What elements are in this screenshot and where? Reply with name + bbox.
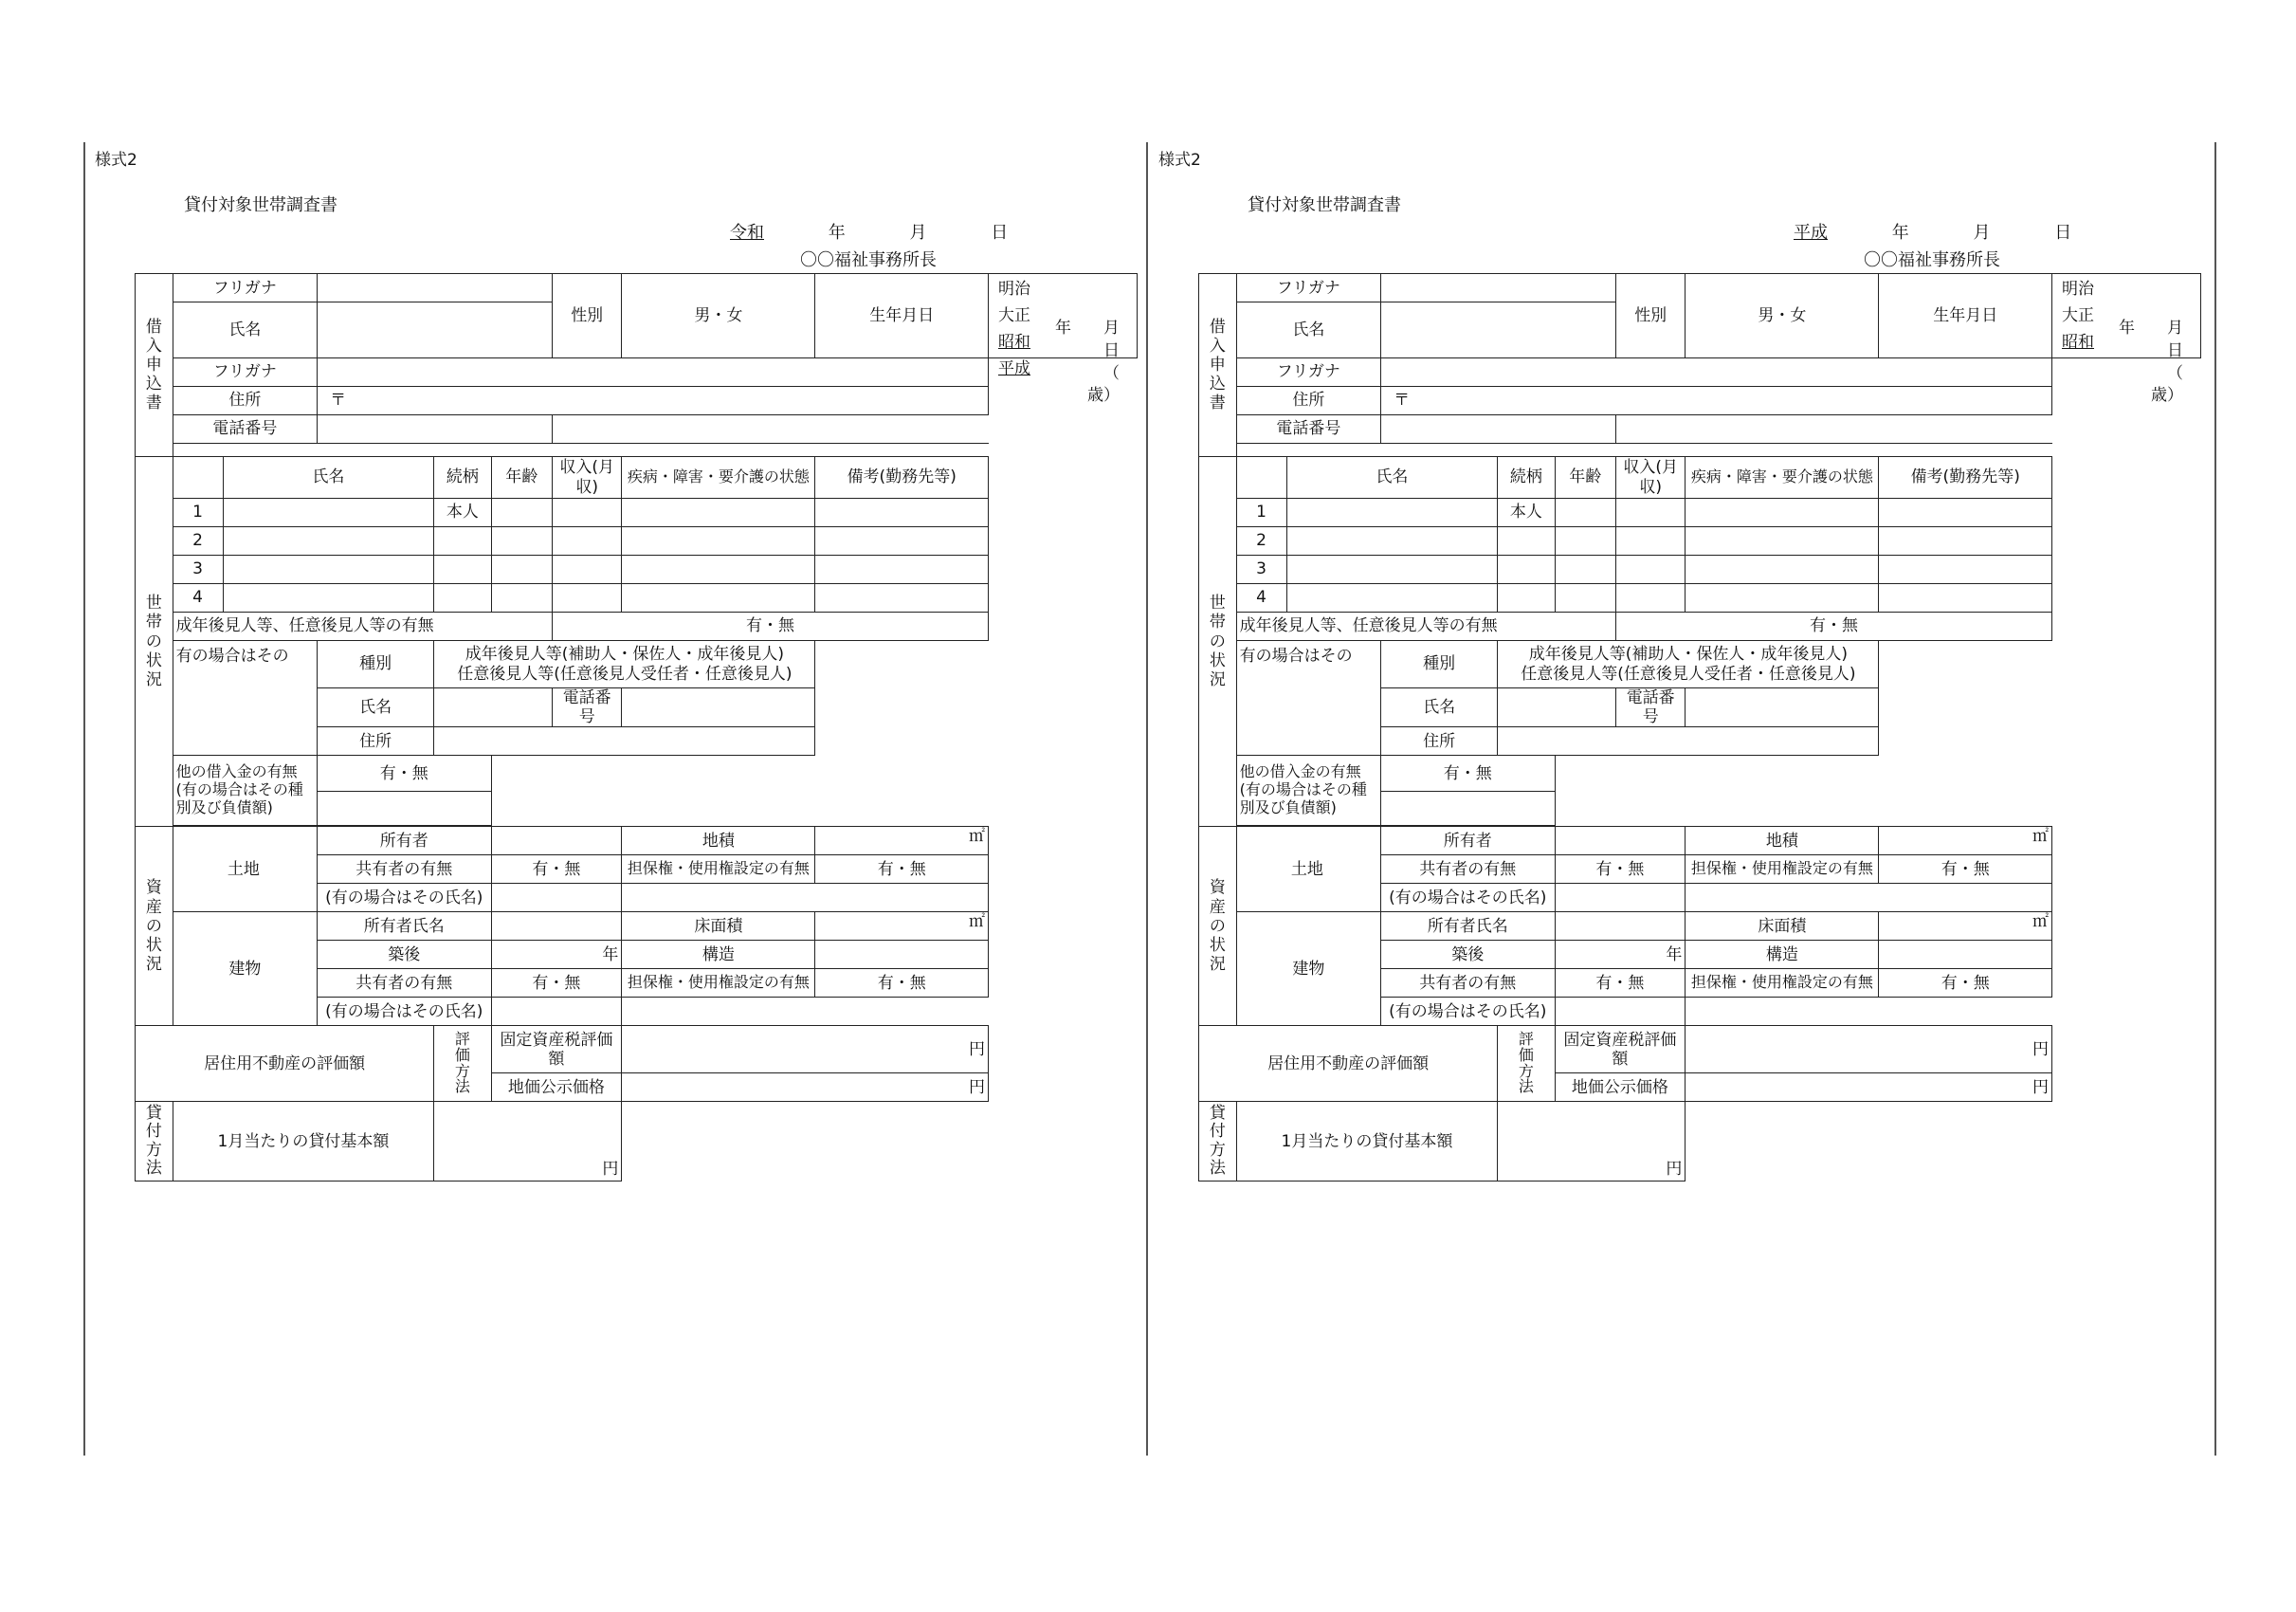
member-no: 2 bbox=[1236, 527, 1286, 556]
guardian-type-1: 成年後見人等(補助人・保佐人・成年後見人) bbox=[1528, 645, 1848, 665]
land-co-owner-answer[interactable]: 有・無 bbox=[1555, 855, 1686, 884]
land-area-label: 地積 bbox=[1686, 827, 1879, 855]
guardian-name-label: 氏名 bbox=[318, 688, 434, 727]
other-loans-answer[interactable]: 有・無 bbox=[1381, 756, 1555, 792]
member-relation[interactable]: 本人 bbox=[1498, 499, 1555, 527]
member-name[interactable] bbox=[223, 499, 434, 527]
guardian-name-label: 氏名 bbox=[1381, 688, 1498, 727]
land-co-owner-name-label: (有の場合はその氏名) bbox=[318, 884, 491, 912]
member-age[interactable] bbox=[491, 527, 553, 556]
member-relation[interactable] bbox=[1498, 584, 1555, 613]
member-no: 3 bbox=[1236, 556, 1286, 584]
birth-era-option[interactable]: 明治 bbox=[998, 280, 1030, 299]
building-owner-field[interactable] bbox=[491, 912, 622, 941]
page-border-right bbox=[2214, 142, 2216, 1456]
valuation-fixed-tax-field[interactable] bbox=[622, 1026, 989, 1073]
member-condition[interactable] bbox=[1686, 499, 1879, 527]
valuation-land-price-field[interactable] bbox=[1686, 1073, 2052, 1102]
office-name: 〇〇福祉事務所長 bbox=[1864, 250, 2000, 270]
guardian-type-value[interactable] bbox=[1498, 641, 1879, 688]
guardian-name-field[interactable] bbox=[1498, 688, 1616, 727]
building-co-owner-name-label: (有の場合はその氏名) bbox=[1381, 998, 1555, 1026]
col-header-remarks: 備考(勤務先等) bbox=[1879, 457, 2052, 499]
member-name[interactable] bbox=[223, 556, 434, 584]
col-header-age: 年齢 bbox=[1555, 457, 1616, 499]
date-line bbox=[1794, 219, 2071, 244]
office-name: 〇〇福祉事務所長 bbox=[800, 250, 937, 270]
loan-label-text: 貸付方法 bbox=[145, 1103, 162, 1179]
col-header-income: 収入(月収) bbox=[553, 457, 622, 499]
member-income[interactable] bbox=[553, 527, 622, 556]
land-mortgage-answer[interactable]: 有・無 bbox=[1879, 855, 2052, 884]
col-header-relation: 続柄 bbox=[434, 457, 491, 499]
date-day: 日 bbox=[2054, 223, 2072, 243]
furigana-field[interactable] bbox=[318, 274, 553, 302]
land-co-owner-answer[interactable]: 有・無 bbox=[491, 855, 622, 884]
member-remarks[interactable] bbox=[1879, 499, 2052, 527]
valuation-label: 居住用不動産の評価額 bbox=[136, 1026, 434, 1102]
member-row bbox=[136, 499, 1138, 527]
member-relation[interactable] bbox=[434, 527, 491, 556]
birth-era-option[interactable]: 大正 bbox=[998, 306, 1030, 326]
member-row bbox=[136, 527, 1138, 556]
guardian-question: 成年後見人等、任意後見人等の有無 bbox=[1236, 613, 1615, 641]
guardian-answer[interactable]: 有・無 bbox=[553, 613, 989, 641]
member-age[interactable] bbox=[1555, 556, 1616, 584]
form-number: 様式2 bbox=[1158, 151, 1201, 170]
furigana-field[interactable] bbox=[1381, 274, 1616, 302]
guardian-if-yes: 有の場合はその bbox=[173, 641, 317, 756]
member-row bbox=[1199, 527, 2201, 556]
member-remarks[interactable] bbox=[815, 584, 989, 613]
valuation-method-label-text: 評価方法 bbox=[1518, 1030, 1534, 1096]
building-mortgage-answer[interactable]: 有・無 bbox=[1879, 969, 2052, 998]
loan-label bbox=[1199, 1102, 1237, 1182]
phone-label: 電話番号 bbox=[173, 415, 317, 444]
valuation-land-price-yen: 円 bbox=[2032, 1077, 2049, 1097]
member-remarks[interactable] bbox=[815, 527, 989, 556]
name-field[interactable] bbox=[1381, 302, 1616, 358]
building-floor-unit: ㎡ bbox=[2032, 912, 2049, 932]
birth-era-list bbox=[2052, 274, 2119, 357]
member-no: 1 bbox=[173, 499, 223, 527]
guardian-address-label: 住所 bbox=[318, 727, 434, 756]
birth-era-list bbox=[989, 274, 1055, 379]
land-label: 土地 bbox=[1236, 827, 1380, 912]
member-income[interactable] bbox=[553, 499, 622, 527]
col-header-name: 氏名 bbox=[223, 457, 434, 499]
birthdate-field[interactable] bbox=[2052, 274, 2232, 406]
postal-mark: 〒 bbox=[1394, 391, 1411, 411]
land-mortgage-label: 担保権・使用権設定の有無 bbox=[622, 855, 815, 884]
building-owner-label: 所有者氏名 bbox=[318, 912, 491, 941]
building-floor-label: 床面積 bbox=[622, 912, 815, 941]
guardian-phone-field[interactable] bbox=[622, 688, 815, 727]
member-name[interactable] bbox=[223, 527, 434, 556]
gender-label: 性別 bbox=[1616, 274, 1686, 358]
member-condition[interactable] bbox=[622, 556, 815, 584]
valuation-fixed-tax-label: 固定資産税評価額 bbox=[491, 1026, 622, 1073]
member-relation[interactable] bbox=[434, 556, 491, 584]
survey-form-table bbox=[135, 273, 1168, 1182]
birth-era-option[interactable]: 明治 bbox=[2062, 280, 2094, 299]
section-household-label-text: 世帯の状況 bbox=[1209, 594, 1226, 689]
loan-monthly-label: 1月当たりの貸付基本額 bbox=[1236, 1102, 1498, 1182]
section-applicant-label bbox=[1199, 274, 1237, 457]
building-built-year: 年 bbox=[602, 944, 619, 964]
building-structure-label: 構造 bbox=[1686, 941, 1879, 969]
postal-mark: 〒 bbox=[330, 391, 347, 411]
valuation-method-label bbox=[1498, 1026, 1555, 1102]
member-income[interactable] bbox=[553, 556, 622, 584]
building-built-field[interactable] bbox=[1555, 941, 1686, 969]
form-page-right bbox=[1158, 142, 2232, 1328]
member-row bbox=[1199, 499, 2201, 527]
building-built-year: 年 bbox=[1666, 944, 1683, 964]
land-area-label: 地積 bbox=[622, 827, 815, 855]
land-area-field[interactable] bbox=[1879, 827, 2052, 855]
land-co-owner-label: 共有者の有無 bbox=[1381, 855, 1555, 884]
building-mortgage-label: 担保権・使用権設定の有無 bbox=[622, 969, 815, 998]
loan-monthly-yen: 円 bbox=[1666, 1160, 1683, 1180]
form-number: 様式2 bbox=[95, 151, 137, 170]
gender-value[interactable]: 男・女 bbox=[1686, 274, 1879, 358]
building-built-field[interactable] bbox=[491, 941, 622, 969]
section-assets-label-text: 資産の状況 bbox=[145, 878, 162, 974]
land-area-unit: ㎡ bbox=[969, 827, 985, 847]
valuation-fixed-tax-yen: 円 bbox=[2032, 1039, 2049, 1059]
valuation-fixed-tax-field[interactable] bbox=[1686, 1026, 2052, 1073]
guardian-answer[interactable]: 有・無 bbox=[1616, 613, 2052, 641]
valuation-method-label-text: 評価方法 bbox=[454, 1030, 470, 1096]
other-loans-answer[interactable]: 有・無 bbox=[318, 756, 491, 792]
building-built-label: 築後 bbox=[318, 941, 491, 969]
other-loans-detail[interactable] bbox=[1381, 792, 1555, 826]
building-structure-field[interactable] bbox=[815, 941, 989, 969]
section-applicant-label bbox=[136, 274, 173, 457]
section-household-label bbox=[1199, 457, 1237, 827]
form-page-left bbox=[95, 142, 1168, 1328]
guardian-type-label: 種別 bbox=[318, 641, 434, 688]
col-header-remarks: 備考(勤務先等) bbox=[815, 457, 989, 499]
member-name[interactable] bbox=[223, 584, 434, 613]
guardian-address-field[interactable] bbox=[1498, 727, 1879, 756]
phone-label: 電話番号 bbox=[1236, 415, 1380, 444]
loan-monthly-field[interactable] bbox=[434, 1102, 622, 1182]
building-co-owner-name-label: (有の場合はその氏名) bbox=[318, 998, 491, 1026]
building-co-owner-answer[interactable]: 有・無 bbox=[491, 969, 622, 998]
land-owner-field[interactable] bbox=[1555, 827, 1686, 855]
section-assets-label-text: 資産の状況 bbox=[1209, 878, 1226, 974]
building-label: 建物 bbox=[1236, 912, 1380, 1026]
guardian-phone-label: 電話番号 bbox=[1616, 688, 1686, 727]
birth-era-option[interactable]: 平成 bbox=[998, 359, 1030, 379]
valuation-fixed-tax-yen: 円 bbox=[969, 1039, 985, 1059]
member-age[interactable] bbox=[491, 499, 553, 527]
building-built-label: 築後 bbox=[1381, 941, 1555, 969]
other-loans-label: 他の借入金の有無(有の場合はその種別及び負債額) bbox=[1236, 756, 1380, 826]
member-relation[interactable]: 本人 bbox=[434, 499, 491, 527]
building-mortgage-answer[interactable]: 有・無 bbox=[815, 969, 989, 998]
member-income[interactable] bbox=[553, 584, 622, 613]
birthdate-field[interactable] bbox=[989, 274, 1168, 406]
guardian-type-1: 成年後見人等(補助人・保佐人・成年後見人) bbox=[465, 645, 784, 665]
member-remarks[interactable] bbox=[815, 499, 989, 527]
member-age[interactable] bbox=[1555, 499, 1616, 527]
section-household-label bbox=[136, 457, 173, 827]
member-remarks[interactable] bbox=[1879, 556, 2052, 584]
land-mortgage-answer[interactable]: 有・無 bbox=[815, 855, 989, 884]
guardian-type-2: 任意後見人等(任意後見人受任者・任意後見人) bbox=[1521, 664, 1856, 684]
member-no: 1 bbox=[1236, 499, 1286, 527]
date-era: 令和 bbox=[730, 223, 764, 243]
name-label: 氏名 bbox=[173, 302, 317, 358]
member-name[interactable] bbox=[1286, 499, 1498, 527]
valuation-land-price-label: 地価公示価格 bbox=[491, 1073, 622, 1102]
survey-form-table bbox=[1198, 273, 2232, 1182]
date-line bbox=[730, 219, 1008, 244]
section-assets-label bbox=[1199, 827, 1237, 1026]
building-label: 建物 bbox=[173, 912, 317, 1026]
document-title: 貸付対象世帯調査書 bbox=[1248, 195, 1401, 215]
member-condition[interactable] bbox=[1686, 527, 1879, 556]
document-title: 貸付対象世帯調査書 bbox=[184, 195, 337, 215]
page-divider bbox=[1146, 142, 1148, 1456]
other-loans-label: 他の借入金の有無(有の場合はその種別及び負債額) bbox=[173, 756, 317, 826]
birth-ymd: 年 月 日 bbox=[2119, 319, 2215, 360]
member-no-header bbox=[1236, 457, 1286, 499]
section-applicant-label-text: 借入申込書 bbox=[1209, 317, 1226, 413]
col-header-age: 年齢 bbox=[491, 457, 553, 499]
guardian-if-yes: 有の場合はその bbox=[1236, 641, 1380, 756]
birth-era-option[interactable]: 大正 bbox=[2062, 306, 2094, 326]
valuation-land-price-label: 地価公示価格 bbox=[1555, 1073, 1686, 1102]
member-age[interactable] bbox=[1555, 527, 1616, 556]
birthdate-label: 生年月日 bbox=[815, 274, 989, 358]
member-condition[interactable] bbox=[622, 499, 815, 527]
building-floor-label: 床面積 bbox=[1686, 912, 1879, 941]
land-blank bbox=[1686, 884, 2052, 912]
phone-field[interactable] bbox=[318, 415, 553, 444]
col-header-condition: 疾病・障害・要介護の状態 bbox=[622, 457, 815, 499]
date-year: 年 bbox=[1891, 223, 1909, 243]
gender-label: 性別 bbox=[553, 274, 622, 358]
phone-field[interactable] bbox=[1381, 415, 1616, 444]
land-owner-label: 所有者 bbox=[1381, 827, 1555, 855]
guardian-name-field[interactable] bbox=[434, 688, 553, 727]
building-structure-label: 構造 bbox=[622, 941, 815, 969]
loan-label bbox=[136, 1102, 173, 1182]
member-name[interactable] bbox=[1286, 527, 1498, 556]
building-floor-field[interactable] bbox=[815, 912, 989, 941]
furigana2-field[interactable] bbox=[318, 358, 989, 387]
date-year: 年 bbox=[828, 223, 846, 243]
col-header-name: 氏名 bbox=[1286, 457, 1498, 499]
building-co-owner-name-field[interactable] bbox=[491, 998, 622, 1026]
member-row bbox=[1199, 556, 2201, 584]
valuation-method-label bbox=[434, 1026, 491, 1102]
member-no: 4 bbox=[173, 584, 223, 613]
birth-era-option[interactable]: 昭和 bbox=[2062, 333, 2094, 353]
member-row bbox=[136, 584, 1138, 613]
member-age[interactable] bbox=[491, 556, 553, 584]
address-field[interactable] bbox=[318, 387, 989, 415]
furigana2-label: フリガナ bbox=[173, 358, 317, 387]
address-field[interactable] bbox=[1381, 387, 2052, 415]
building-mortgage-label: 担保権・使用権設定の有無 bbox=[1686, 969, 1879, 998]
birth-era-option[interactable]: 昭和 bbox=[998, 333, 1030, 353]
furigana-label: フリガナ bbox=[1236, 274, 1380, 302]
member-no: 2 bbox=[173, 527, 223, 556]
date-month: 月 bbox=[909, 223, 927, 243]
col-header-relation: 続柄 bbox=[1498, 457, 1555, 499]
building-owner-field[interactable] bbox=[1555, 912, 1686, 941]
member-condition[interactable] bbox=[622, 527, 815, 556]
building-co-owner-name-field[interactable] bbox=[1555, 998, 1686, 1026]
birthdate-label: 生年月日 bbox=[1879, 274, 2052, 358]
guardian-address-field[interactable] bbox=[434, 727, 815, 756]
guardian-address-label: 住所 bbox=[1381, 727, 1498, 756]
loan-monthly-label: 1月当たりの貸付基本額 bbox=[173, 1102, 434, 1182]
valuation-land-price-field[interactable] bbox=[622, 1073, 989, 1102]
member-income[interactable] bbox=[1616, 527, 1686, 556]
land-owner-label: 所有者 bbox=[318, 827, 491, 855]
date-month: 月 bbox=[1973, 223, 1991, 243]
building-co-owner-label: 共有者の有無 bbox=[1381, 969, 1555, 998]
member-no: 3 bbox=[173, 556, 223, 584]
guardian-phone-label: 電話番号 bbox=[553, 688, 622, 727]
building-co-owner-answer[interactable]: 有・無 bbox=[1555, 969, 1686, 998]
guardian-phone-field[interactable] bbox=[1686, 688, 1879, 727]
page-border-left bbox=[83, 142, 85, 1456]
member-relation[interactable] bbox=[434, 584, 491, 613]
birth-age: （ 歳） bbox=[1087, 363, 1168, 406]
furigana2-label: フリガナ bbox=[1236, 358, 1380, 387]
member-name[interactable] bbox=[1286, 584, 1498, 613]
col-header-condition: 疾病・障害・要介護の状態 bbox=[1686, 457, 1879, 499]
land-co-owner-name-label: (有の場合はその氏名) bbox=[1381, 884, 1555, 912]
land-owner-field[interactable] bbox=[491, 827, 622, 855]
date-era: 平成 bbox=[1794, 223, 1828, 243]
land-co-owner-label: 共有者の有無 bbox=[318, 855, 491, 884]
building-co-owner-label: 共有者の有無 bbox=[318, 969, 491, 998]
member-name[interactable] bbox=[1286, 556, 1498, 584]
member-income[interactable] bbox=[1616, 499, 1686, 527]
member-row bbox=[136, 556, 1138, 584]
building-floor-unit: ㎡ bbox=[969, 912, 985, 932]
land-co-owner-name-field[interactable] bbox=[491, 884, 622, 912]
address-label: 住所 bbox=[173, 387, 317, 415]
land-area-unit: ㎡ bbox=[2032, 827, 2049, 847]
land-co-owner-name-field[interactable] bbox=[1555, 884, 1686, 912]
section-household-label-text: 世帯の状況 bbox=[145, 594, 162, 689]
land-blank bbox=[622, 884, 989, 912]
gender-value[interactable]: 男・女 bbox=[622, 274, 815, 358]
name-field[interactable] bbox=[318, 302, 553, 358]
member-remarks[interactable] bbox=[815, 556, 989, 584]
member-condition[interactable] bbox=[1686, 556, 1879, 584]
name-label: 氏名 bbox=[1236, 302, 1380, 358]
land-mortgage-label: 担保権・使用権設定の有無 bbox=[1686, 855, 1879, 884]
address-label: 住所 bbox=[1236, 387, 1380, 415]
loan-monthly-yen: 円 bbox=[602, 1160, 619, 1180]
member-condition[interactable] bbox=[1686, 584, 1879, 613]
member-income[interactable] bbox=[1616, 584, 1686, 613]
birth-ymd: 年 月 日 bbox=[1055, 319, 1152, 360]
furigana-label: フリガナ bbox=[173, 274, 317, 302]
member-income[interactable] bbox=[1616, 556, 1686, 584]
member-relation[interactable] bbox=[1498, 556, 1555, 584]
member-relation[interactable] bbox=[1498, 527, 1555, 556]
member-no: 4 bbox=[1236, 584, 1286, 613]
land-label: 土地 bbox=[173, 827, 317, 912]
building-structure-field[interactable] bbox=[1879, 941, 2052, 969]
member-age[interactable] bbox=[491, 584, 553, 613]
member-row bbox=[1199, 584, 2201, 613]
member-age[interactable] bbox=[1555, 584, 1616, 613]
building-floor-field[interactable] bbox=[1879, 912, 2052, 941]
land-area-field[interactable] bbox=[815, 827, 989, 855]
section-applicant-label-text: 借入申込書 bbox=[145, 317, 162, 413]
guardian-type-2: 任意後見人等(任意後見人受任者・任意後見人) bbox=[457, 664, 793, 684]
other-loans-detail[interactable] bbox=[318, 792, 491, 826]
guardian-type-value[interactable] bbox=[434, 641, 815, 688]
member-no-header bbox=[173, 457, 223, 499]
guardian-question: 成年後見人等、任意後見人等の有無 bbox=[173, 613, 552, 641]
guardian-type-label: 種別 bbox=[1381, 641, 1498, 688]
col-header-income: 収入(月収) bbox=[1616, 457, 1686, 499]
building-owner-label: 所有者氏名 bbox=[1381, 912, 1555, 941]
member-remarks[interactable] bbox=[1879, 584, 2052, 613]
loan-label-text: 貸付方法 bbox=[1209, 1103, 1226, 1179]
date-day: 日 bbox=[991, 223, 1009, 243]
valuation-label: 居住用不動産の評価額 bbox=[1199, 1026, 1498, 1102]
member-remarks[interactable] bbox=[1879, 527, 2052, 556]
valuation-fixed-tax-label: 固定資産税評価額 bbox=[1555, 1026, 1686, 1073]
furigana2-field[interactable] bbox=[1381, 358, 2052, 387]
valuation-land-price-yen: 円 bbox=[969, 1077, 985, 1097]
birth-age: （ 歳） bbox=[2151, 363, 2232, 406]
loan-monthly-field[interactable] bbox=[1498, 1102, 1686, 1182]
member-condition[interactable] bbox=[622, 584, 815, 613]
section-assets-label bbox=[136, 827, 173, 1026]
